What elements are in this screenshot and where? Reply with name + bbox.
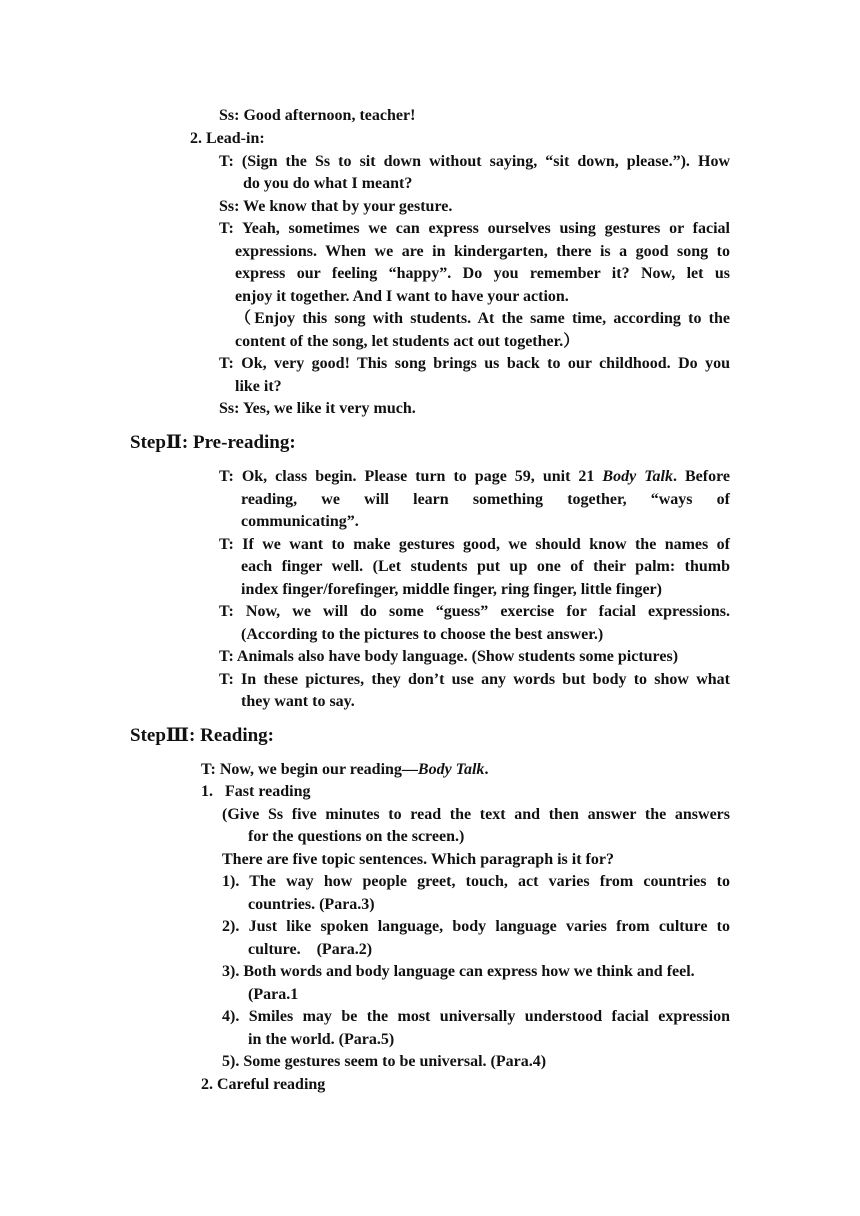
topic-item: 1). The way how people greet, touch, act varies from countries to bbox=[222, 873, 730, 890]
step2-teacher-line: they want to say. bbox=[241, 693, 355, 710]
step2-heading: StepⅡ: Pre-reading: bbox=[130, 432, 296, 453]
topic-item: 5). Some gestures seem to be universal. (Para.4) bbox=[222, 1053, 547, 1070]
book-title: Body Talk bbox=[417, 761, 485, 778]
topic-item: 3). Both words and body language can express how we think and feel. bbox=[222, 963, 695, 980]
fast-reading-note: for the questions on the screen.) bbox=[248, 828, 465, 845]
leadin-heading: 2. Lead-in: bbox=[190, 130, 265, 147]
step2-teacher-line: T: In these pictures, they don’t use any words but body to show what bbox=[219, 671, 730, 688]
leadin-teacher-line: express our feeling “happy”. Do you remember it? Now, let us bbox=[235, 265, 730, 282]
step2-teacher-line: T: If we want to make gestures good, we should know the names of bbox=[219, 536, 730, 553]
step3-heading: StepⅢ: Reading: bbox=[130, 725, 275, 746]
fast-reading-heading: 1. Fast reading bbox=[201, 783, 311, 800]
leadin-teacher-line: do you do what I meant? bbox=[243, 175, 413, 192]
topic-intro: There are five topic sentences. Which paragraph is it for? bbox=[222, 851, 614, 868]
leadin-teacher-line: T: (Sign the Ss to sit down without saying, “sit down, please.”). How bbox=[219, 153, 730, 170]
step2-teacher-line: T: Now, we will do some “guess” exercise for facial expressions. bbox=[219, 603, 730, 620]
topic-item: culture. (Para.2) bbox=[248, 941, 373, 958]
leadin-student-line: Ss: We know that by your gesture. bbox=[219, 198, 453, 215]
leadin-teacher-line: expressions. When we are in kindergarten, there is a good song to bbox=[235, 243, 730, 260]
step2-text: T: Ok, class begin. Please turn to page 59, unit 21 bbox=[219, 468, 603, 485]
step2-teacher-line: communicating”. bbox=[241, 513, 359, 530]
leadin-student-line: Ss: Yes, we like it very much. bbox=[219, 400, 416, 417]
book-title: Body Talk bbox=[602, 468, 673, 485]
leadin-teacher-line: like it? bbox=[235, 378, 282, 395]
step2-teacher-line: T: Animals also have body language. (Show students some pictures) bbox=[219, 648, 679, 665]
step2-teacher-line: index finger/forefinger, middle finger, ring finger, little finger) bbox=[241, 581, 662, 598]
leadin-teacher-line: T: Ok, very good! This song brings us back to our childhood. Do you bbox=[219, 355, 730, 372]
step3-text: T: Now, we begin our reading— bbox=[201, 761, 418, 778]
step2-teacher-line: (According to the pictures to choose the best answer.) bbox=[241, 626, 604, 643]
step2-text: . Before bbox=[672, 468, 730, 485]
topic-item: in the world. (Para.5) bbox=[248, 1031, 395, 1048]
fast-reading-note: (Give Ss five minutes to read the text and then answer the answers bbox=[222, 806, 730, 823]
step3-text: . bbox=[484, 761, 489, 778]
topic-item: 2). Just like spoken language, body language varies from culture to bbox=[222, 918, 730, 935]
greeting-line: Ss: Good afternoon, teacher! bbox=[219, 107, 416, 124]
topic-item: countries. (Para.3) bbox=[248, 896, 375, 913]
topic-item: 4). Smiles may be the most universally understood facial expression bbox=[222, 1008, 730, 1025]
leadin-activity-note: （Enjoy this song with students. At the same time, according to the bbox=[235, 310, 730, 327]
step3-intro-line bbox=[201, 759, 488, 781]
step2-teacher-line bbox=[219, 466, 730, 488]
step2-teacher-line: reading, we will learn something together, “ways of bbox=[241, 491, 730, 508]
leadin-teacher-line: T: Yeah, sometimes we can express ourselves using gestures or facial bbox=[219, 220, 730, 237]
careful-reading-heading: 2. Careful reading bbox=[201, 1076, 326, 1093]
leadin-teacher-line: enjoy it together. And I want to have your action. bbox=[235, 288, 569, 305]
leadin-activity-note: content of the song, let students act out together.） bbox=[235, 333, 580, 350]
topic-item: (Para.1 bbox=[248, 986, 299, 1003]
step2-teacher-line: each finger well. (Let students put up one of their palm: thumb bbox=[241, 558, 730, 575]
